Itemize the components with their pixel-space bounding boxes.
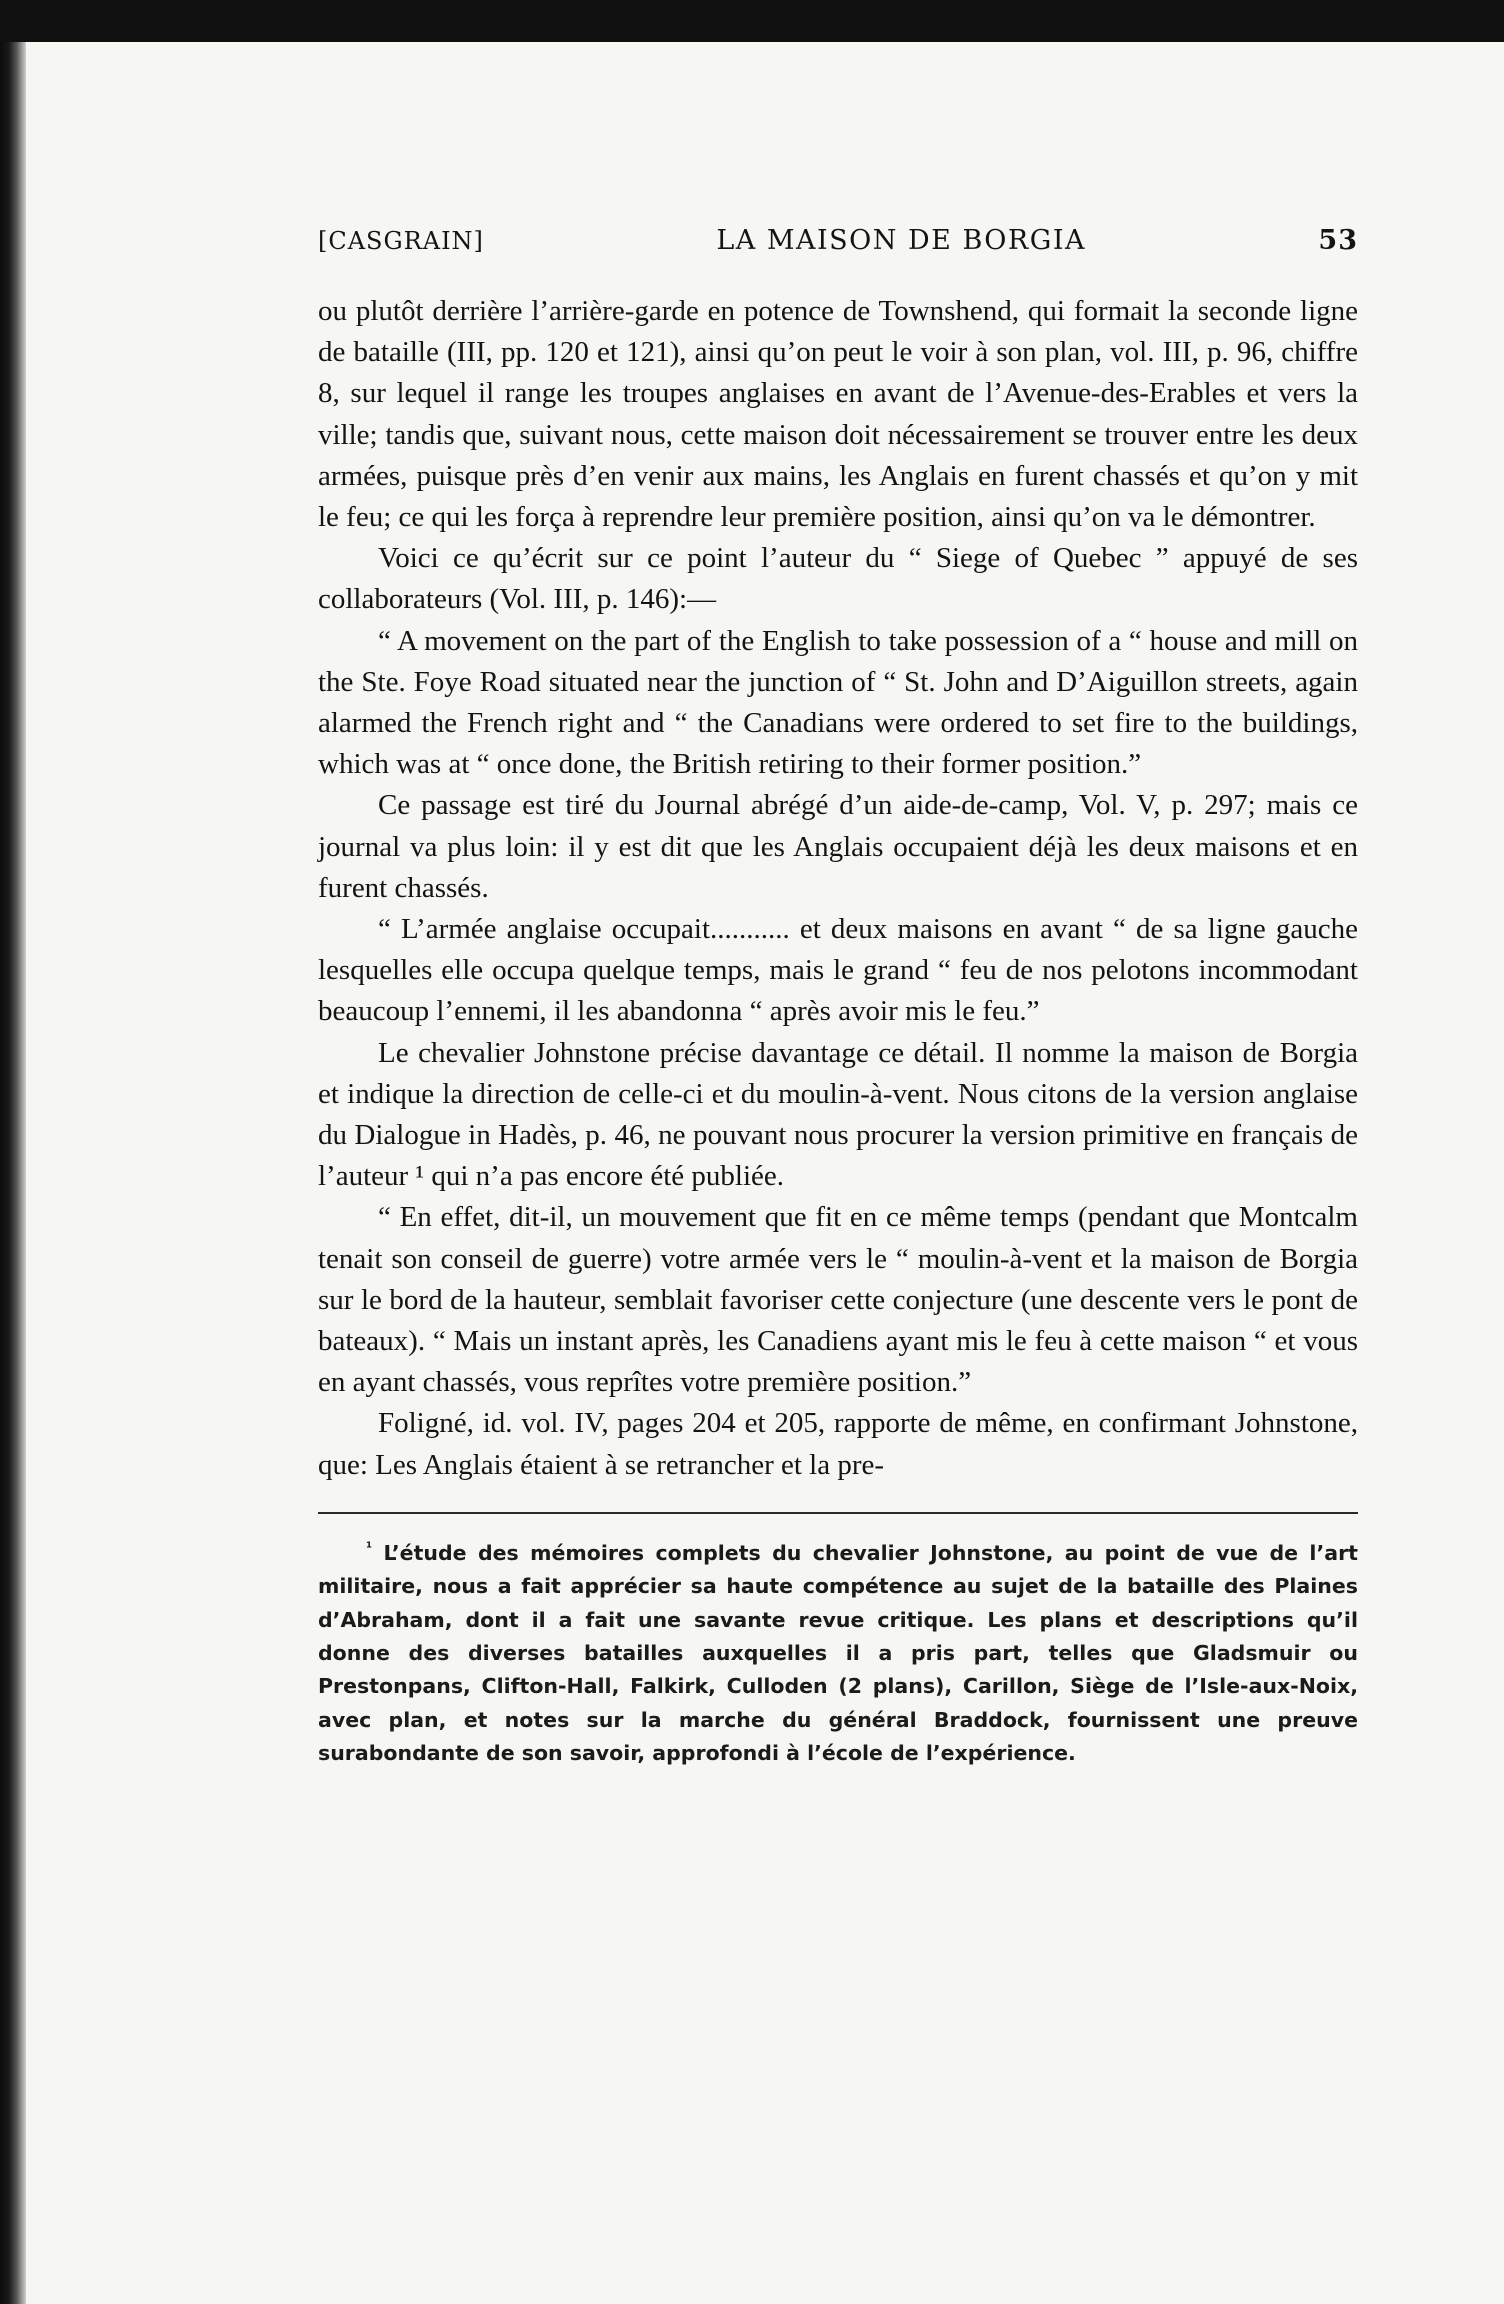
footnote-rule — [318, 1512, 1358, 1514]
quote-johnstone: “ En effet, dit-il, un mouvement que fit en ce même temps (pendant que Montcalm tenait son conseil de guerre) votre armée vers le “ moulin-à-vent et la maison de Borgia sur le bord de la hauteur, semblait favoriser cette conjecture (une descente vers le pont de bateaux). “ Mais un instant après, les Canadiens ayant mis le feu à cette maison “ et vous en ayant chassés, vous reprîtes votre première position.” — [318, 1201, 1358, 1399]
body-text — [318, 291, 1358, 1486]
quote-journal: “ L’armée anglaise occupait........... et deux maisons en avant “ de sa ligne gauche lesquelles elle occupa quelque temps, mais le grand “ feu de nos pelotons incommodant beaucoup l’ennemi, il les abandonna “ après avoir mis le feu.” — [318, 913, 1358, 1028]
page-content — [318, 225, 1358, 1771]
page-binding-edge — [0, 42, 26, 2304]
header-title: LA MAISON DE BORGIA — [716, 225, 1086, 256]
footnote — [318, 1532, 1358, 1771]
footnote-marker: ¹ — [366, 1539, 373, 1556]
header-author: [CASGRAIN] — [318, 227, 484, 255]
footnote-text: L’étude des mémoires complets du chevalier Johnstone, au point de vue de l’art militaire, nous a fait apprécier sa haute compétence au sujet de la bataille des Plaines d’Abraham, dont il a fait une savante revue critique. Les plans et descriptions qu’il donne des diverses batailles auxquelles il a pris part, telles que Gladsmuir ou Prestonpans, Clifton-Hall, Falkirk, Culloden (2 plans), Carillon, Siège de l’Isle-aux-Noix, avec plan, et notes sur la marche du général Braddock, fournissent une preuve surabondante de son savoir, approfondi à l’école de l’expérience. — [318, 1540, 1358, 1766]
paragraph-1: ou plutôt derrière l’arrière-garde en potence de Townshend, qui formait la seconde ligne de bataille (III, pp. 120 et 121), ainsi qu’on peut le voir à son plan, vol. III, p. 96, chiffre 8, sur lequel il range les troupes anglaises en avant de l’Avenue-des-Erables et vers la ville; tandis que, suivant nous, cette maison doit nécessairement se trouver entre les deux armées, puisque près d’en venir aux mains, les Anglais en furent chassés et qu’on y mit le feu; ce qui les força à reprendre leur première position, ainsi qu’on va le démontrer. — [318, 295, 1358, 534]
paragraph-2: Voici ce qu’écrit sur ce point l’auteur du “ Siege of Quebec ” appuyé de ses collaborateurs (Vol. III, p. 146):— — [318, 542, 1358, 616]
paragraph-4: Le chevalier Johnstone précise davantage ce détail. Il nomme la maison de Borgia et indique la direction de celle-ci et du moulin-à-vent. Nous citons de la version anglaise du Dialogue in Hadès, p. 46, ne pouvant nous procurer la version primitive en français de l’auteur ¹ qui n’a pas encore été publiée. — [318, 1036, 1358, 1193]
page-number: 53 — [1318, 225, 1358, 256]
paragraph-5: Foligné, id. vol. IV, pages 204 et 205, rapporte de même, en confirmant Johnstone, que: Les Anglais étaient à se retrancher et la pre- — [318, 1407, 1358, 1481]
running-header — [318, 225, 1358, 291]
quote-siege-of-quebec: “ A movement on the part of the English to take possession of a “ house and mill on the Ste. Foye Road situated near the junction of “ St. John and D’Aiguillon streets, again alarmed the French right and “ the Canadians were ordered to set fire to the buildings, which was at “ once done, the British retiring to their former position.” — [318, 624, 1358, 781]
paragraph-3: Ce passage est tiré du Journal abrégé d’un aide-de-camp, Vol. V, p. 297; mais ce journal va plus loin: il y est dit que les Anglais occupaient déjà les deux maisons et en furent chassés. — [318, 789, 1358, 904]
